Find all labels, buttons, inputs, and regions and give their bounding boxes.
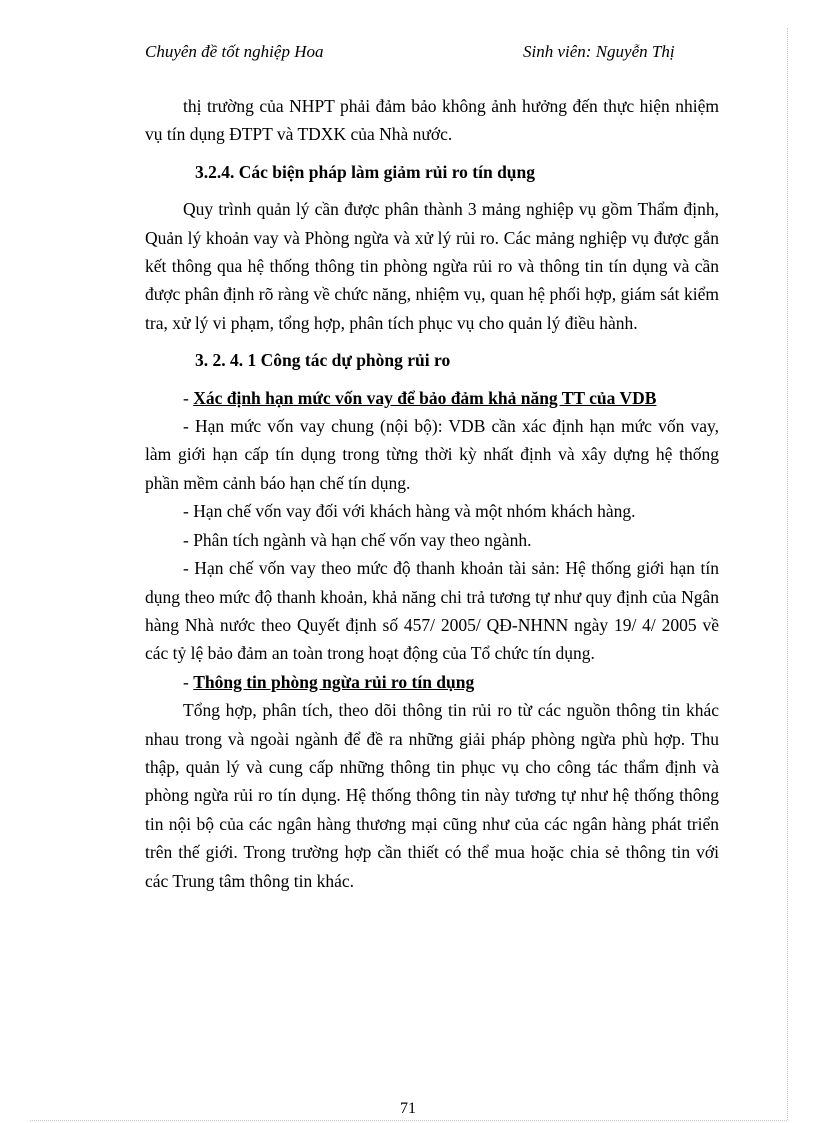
document-body [145,92,719,895]
subsection-title-limit [145,384,719,412]
paragraph-info-system: Tổng hợp, phân tích, theo dõi thông tin rủi ro từ các nguồn thông tin khác nhau trong và ngoài ngành để đề ra những giải pháp phòng ngừa phù hợp. Thu thập, quản lý và cung cấp những thông tin phục vụ cho công tác thẩm định và phòng ngừa rủi ro tín dụng. Hệ thống thông tin này tương tự như hệ thống thông tin nội bộ của các ngân hàng thương mại cũng như của các ngân hàng phát triển trên thế giới. Trong trường hợp cần thiết có thể mua hoặc chia sẻ thông tin với các Trung tâm thông tin khác. [145,700,719,891]
subsection-title-info [145,668,719,696]
paragraph-intro: thị trường của NHPT phải đảm bảo không ảnh hưởng đến thực hiện nhiệm vụ tín dụng ĐTPT và TDXK của Nhà nước. [145,96,719,145]
paragraph-industry-limit: - Phân tích ngành và hạn chế vốn vay theo ngành. [183,529,532,550]
page-border-right [787,28,788,1120]
header-left: Chuyên đề tốt nghiệp Hoa [145,42,324,61]
subsection-dash: - [183,387,194,408]
subsection-title-limit-text: Xác định hạn mức vốn vay để bảo đảm khả năng TT của VDB [193,387,657,408]
page-number: 71 [400,1100,416,1117]
section-heading-3-2-4: 3.2.4. Các biện pháp làm giảm rủi ro tín dụng [195,161,536,182]
paragraph-customer-limit: - Hạn chế vốn vay đối với khách hàng và một nhóm khách hàng. [183,501,636,522]
page-border-bottom [30,1120,787,1121]
paragraph-process: Quy trình quản lý cần được phân thành 3 mảng nghiệp vụ gồm Thẩm định, Quản lý khoản vay và Phòng ngừa và xử lý rủi ro. Các mảng nghiệp vụ được gắn kết thông qua hệ thống thông tin phòng ngừa rủi ro và thông tin tín dụng và cần được phân định rõ ràng về chức năng, nhiệm vụ, quan hệ phối hợp, giám sát kiểm tra, xử lý vi phạm, tổng hợp, phân tích phục vụ cho quản lý điều hành. [145,199,719,333]
header-right: Sinh viên: Nguyễn Thị [523,42,675,61]
subsection-dash: - [183,671,194,692]
paragraph-liquidity-limit: - Hạn chế vốn vay theo mức độ thanh khoản tài sản: Hệ thống giới hạn tín dụng theo mức độ thanh khoản, khả năng chi trả tương tự như quy định của Ngân hàng Nhà nước theo Quyết định số 457/ 2005/ QĐ-NHNN ngày 19/ 4/ 2005 về các tỷ lệ bảo đảm an toàn trong hoạt động của Tổ chức tín dụng. [145,558,719,664]
section-heading-3-2-4-1: 3. 2. 4. 1 Công tác dự phòng rủi ro [195,350,451,371]
subsection-title-info-text: Thông tin phòng ngừa rủi ro tín dụng [193,671,475,692]
paragraph-general-limit: - Hạn mức vốn vay chung (nội bộ): VDB cần xác định hạn mức vốn vay, làm giới hạn cấp tín dụng trong từng thời kỳ nhất định và xây dựng hệ thống phần mềm cảnh báo hạn chế tín dụng. [145,416,719,493]
